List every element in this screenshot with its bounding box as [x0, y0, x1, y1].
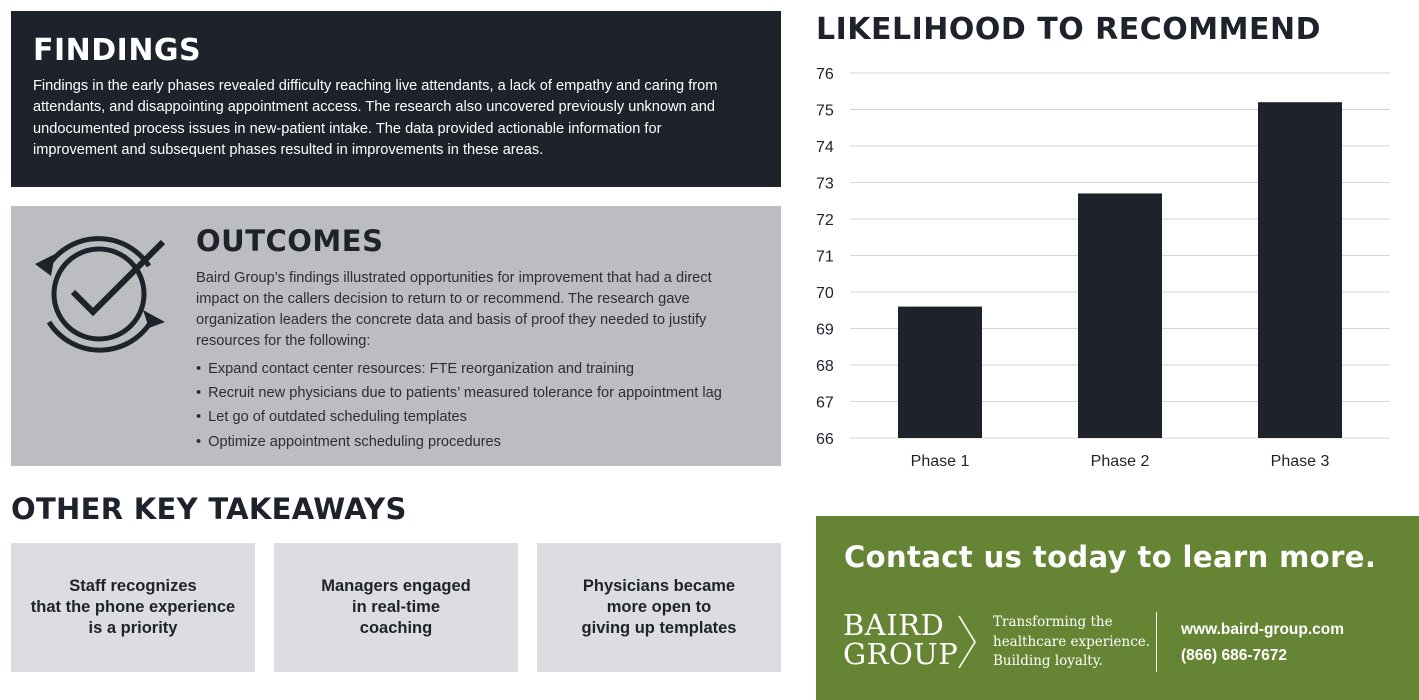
findings-panel — [11, 11, 781, 187]
tagline — [993, 613, 1150, 672]
list-item: • Recruit new physicians due to patients’ measured tolerance for appointment lag — [196, 381, 756, 405]
website-link[interactable]: www.baird-group.com — [1181, 621, 1345, 638]
chart-title: LIKELIHOOD TO RECOMMEND — [816, 12, 1321, 47]
outcomes-title: OUTCOMES — [196, 224, 384, 258]
y-tick-label: 76 — [816, 66, 834, 83]
contact-panel — [816, 516, 1419, 700]
tagline-line: Transforming the — [993, 614, 1113, 630]
list-item: • Let go of outdated scheduling templates — [196, 405, 756, 429]
y-tick-label: 72 — [816, 212, 834, 229]
takeaway-card-managers — [274, 543, 518, 672]
contact-info — [1181, 617, 1344, 669]
contact-heading: Contact us today to learn more. — [844, 540, 1377, 574]
outcomes-list — [196, 357, 756, 454]
takeaway-card-text: Staff recognizes that the phone experience is a priority — [30, 577, 236, 637]
takeaway-card-text: Physicians became more open to giving up templates — [581, 577, 737, 637]
y-tick-label: 66 — [816, 431, 834, 448]
findings-body: Findings in the early phases revealed difficulty reaching live attendants, a lack of empathy and caring from attendants, and disappointing appointment access. The research also uncovered previously unknown and undocumented process issues in new-patient intake. The data provided actionable information for improvement and subsequent phases resulted in improvements in these areas. — [33, 78, 718, 158]
list-item: • Optimize appointment scheduling procedures — [196, 430, 756, 454]
list-item: • Expand contact center resources: FTE reorganization and training — [196, 357, 756, 381]
takeaway-card-staff — [11, 543, 255, 672]
x-tick-label: Phase 2 — [1090, 453, 1150, 470]
bar — [898, 307, 982, 438]
outcomes-body: Baird Group’s findings illustrated opportunities for improvement that had a direct impact on the callers decision to return to or recommend. The research gave organization leaders the concrete data and basis of proof they needed to justify resources for the following: — [196, 270, 712, 349]
y-tick-label: 68 — [816, 358, 834, 375]
y-tick-label: 75 — [816, 102, 834, 120]
logo-line-2: GROUP — [843, 637, 959, 671]
y-tick-label: 74 — [816, 139, 834, 156]
outcomes-panel — [11, 206, 781, 466]
likelihood-bar-chart — [800, 55, 1400, 485]
y-tick-label: 69 — [816, 321, 834, 339]
chevron-right-icon — [956, 614, 978, 670]
divider — [1156, 612, 1157, 672]
x-tick-label: Phase 3 — [1270, 453, 1330, 470]
takeaways-title: OTHER KEY TAKEAWAYS — [11, 492, 407, 526]
phone-number[interactable]: (866) 686-7672 — [1181, 647, 1287, 664]
y-tick-label: 67 — [816, 394, 834, 412]
tagline-line: Building loyalty. — [993, 653, 1103, 669]
takeaway-card-text: Managers engaged in real-time coaching — [321, 577, 471, 637]
check-cycle-icon — [31, 226, 171, 366]
takeaway-card-physicians — [537, 543, 781, 672]
baird-group-logo — [843, 608, 959, 671]
bar — [1258, 102, 1342, 438]
findings-title: FINDINGS — [33, 33, 202, 68]
y-tick-label: 71 — [816, 248, 834, 266]
y-tick-label: 70 — [816, 285, 834, 302]
x-tick-label: Phase 1 — [910, 453, 970, 470]
tagline-line: healthcare experience. — [993, 633, 1151, 650]
logo-line-1: BAIRD — [843, 608, 945, 642]
y-tick-label: 73 — [816, 175, 834, 193]
bar — [1078, 193, 1162, 438]
